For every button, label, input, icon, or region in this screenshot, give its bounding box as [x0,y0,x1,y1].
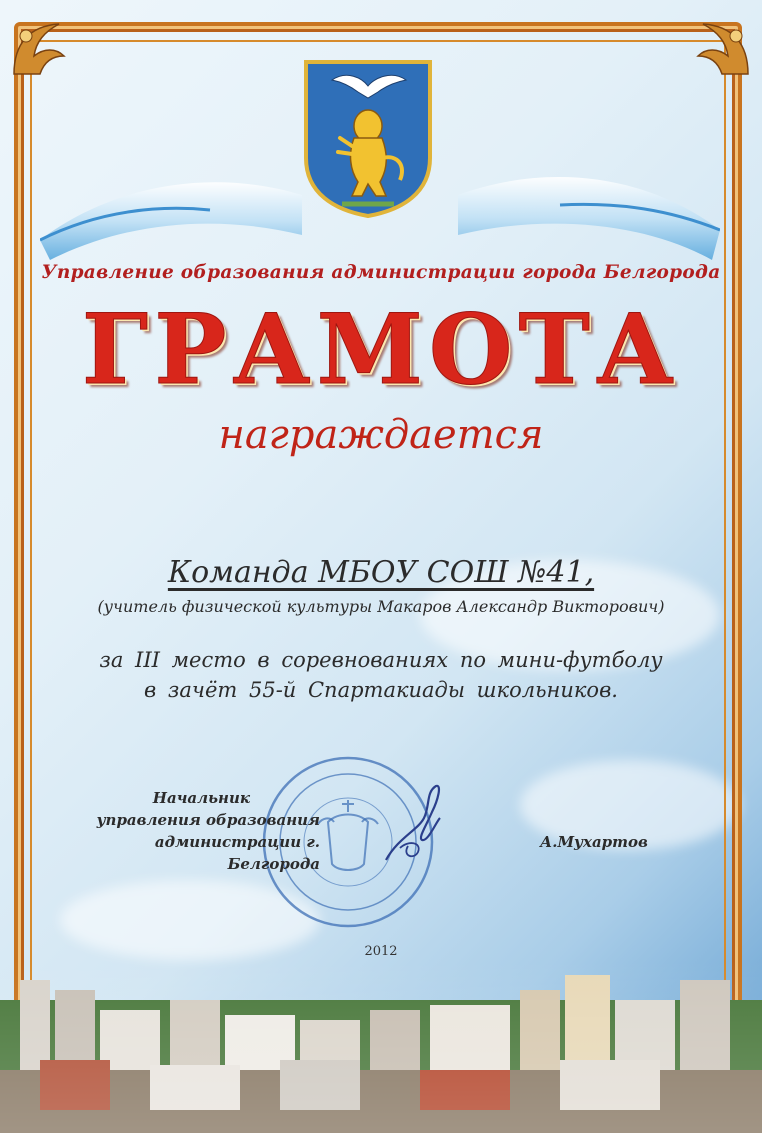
handwritten-signature-icon [378,778,468,868]
award-reason-line1: за III место в соревнованиях по мини-футболу [99,648,663,672]
organization-name: Управление образования администрации города Белгорода [41,262,721,283]
document-year: 2012 [364,944,398,959]
signatory-name: А.Мухартов [540,833,648,851]
recipient-teacher: (учитель физической культуры Макаров Александр Викторович) [97,597,665,616]
signatory-position-line1: Начальник [152,789,250,807]
document-title: ГРАМОТА [81,293,681,406]
corner-ornament-icon [4,14,74,84]
corner-ornament-icon [688,14,758,84]
awarded-text: награждается [218,412,544,458]
city-panorama [0,960,762,1133]
award-reason-line2: в зачёт 55-й Спартакиады школьников. [144,678,618,702]
signatory-position [60,787,320,875]
signatory-position-line2: управления образования [96,811,320,829]
recipient-team: Команда МБОУ СОШ №41, [167,555,595,590]
signatory-position-line3: администрации г. Белгорода [154,833,320,873]
